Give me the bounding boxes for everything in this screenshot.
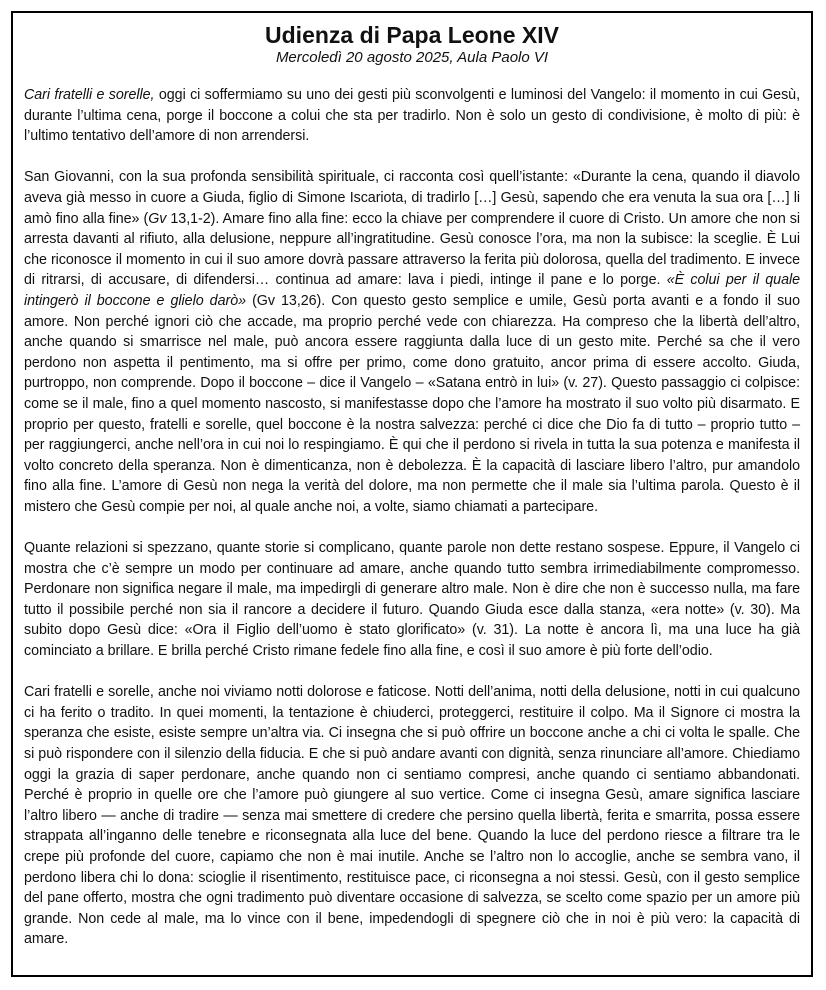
text-run: (Gv 13,26). Con questo gesto semplice e umile, Gesù porta avanti e a fondo il suo amore. Non perché ignori ciò che accade, ma proprio perché vede con chiarezza. Ha compreso che la libertà dell’altro, anche quando si smarrisce nel male, può ancora essere raggiunta dalla luce di un gesto mite. Perché sa che il vero perdono non aspetta il pentimento, ma si offre per primo, come dono gratuito, ancor prima di essere accolto. Giuda, purtroppo, non comprende. Dopo il boccone – dice il Vangelo – «Satana entrò in lui» (v. 27). Questo passaggio ci colpisce: come se il male, fino a quel momento nascosto, si manifestasse dopo che l’amore ha mostrato il suo volto più disarmato. E proprio per questo, fratelli e sorelle, quel boccone è la nostra salvezza: perché ci dice che Dio fa di tutto – proprio tutto – per raggiungerci, anche nell’ora in cui noi lo respingiamo. È qui che il perdono si rivela in tutta la sua potenza e manifesta il volto concreto della speranza. Non è dimenticanza, non è debolezza. È la capacità di lasciare libero l’altro, pur amandolo fino alla fine. L’amore di Gesù non nega la verità del dolore, ma non permette che il male sia l’ultima parola. Questo è il mistero che Gesù compie per noi, al quale anche noi, a volte, siamo chiamati a partecipare. (24, 292, 800, 515)
document-subtitle: Mercoledì 20 agosto 2025, Aula Paolo VI (275, 49, 549, 66)
paragraph (24, 85, 800, 147)
paragraph (24, 538, 800, 662)
paragraph (24, 167, 800, 517)
text-run: San Giovanni, con la sua profonda sensibilità spirituale, ci racconta così quell’istante: «Durante la cena, quando il diavolo aveva già messo in cuore a Giuda, figlio di Simone Iscariota, di tradirlo […] Gesù, sapendo che era venuta la sua ora […] li amò fino alla fine» ( (24, 169, 800, 227)
text-run: 13,1-2). Amare fino alla fine: ecco la chiave per comprendere il cuore di Cristo. Un amore che non si arresta davanti al rifiuto, alla delusione, neppure all’ingratitudine. Gesù conosce l’ora, ma non la subisce: la sceglie. È Lui che riconosce il momento in cui il suo amore dovrà passare attraverso la ferita più dolorosa, quella del tradimento. E invece di ritrarsi, di accusare, di difendersi… continua ad amare: lava i piedi, intinge il pane e lo porge. (24, 210, 800, 289)
italic-text-run: Gv (148, 210, 167, 227)
italic-text-run: «È colui per il quale intingerò il boccone e glielo darò» (24, 272, 800, 309)
document-frame (11, 11, 813, 977)
paragraph (24, 682, 800, 950)
text-run: Cari fratelli e sorelle, anche noi viviamo notti dolorose e faticose. Notti dell’anima, notti della delusione, notti in cui qualcuno ci ha ferito o tradito. In quei momenti, la tentazione è chiuderci, proteggerci, restituire il colpo. Ma il Signore ci mostra la speranza che esiste, esiste sempre un’altra via. Ci insegna che si può offrire un boccone anche a chi ci volta le spalle. Che si può rispondere con il silenzio della fiducia. E che si può andare avanti con dignità, senza rinunciare all’amore. Chiediamo oggi la grazia di saper perdonare, anche quando non ci sentiamo compresi, anche quando ci sentiamo abbandonati. Perché è proprio in quelle ore che l’amore può giungere al suo vertice. Come ci insegna Gesù, amare significa lasciare l’altro libero — anche di tradire — senza mai smettere di credere che persino quella libertà, ferita e smarrita, possa essere strappata all’inganno delle tenebre e riconsegnata alla luce del bene. Quando la luce del perdono riesce a filtrare tra le crepe più profonde del cuore, capiamo che non è mai inutile. Anche se l’altro non lo accoglie, anche se sembra vano, il perdono libera chi lo dona: scioglie il risentimento, restituisce pace, ci riconsegna a noi stessi. Gesù, con il gesto semplice del pane offerto, mostra che ogni tradimento può diventare occasione di salvezza, se scelto come spazio per un amore più grande. Non cede al male, ma lo vince con il bene, impedendogli di spegnere ciò che in noi è più vero: la capacità di amare. (24, 684, 800, 948)
text-run: Quante relazioni si spezzano, quante storie si complicano, quante parole non dette restano sospese. Eppure, il Vangelo ci mostra che c’è sempre un modo per continuare ad amare, anche quando tutto sembra irrimediabilmente compromesso. Perdonare non significa negare il male, ma impedirgli di generare altro male. Non è dire che non è successo nulla, ma fare tutto il possibile perché non sia il rancore a decidere il futuro. Quando Giuda esce dalla stanza, «era notte» (v. 30). Ma subito dopo Gesù dice: «Ora il Figlio dell’uomo è stato glorificato» (v. 31). La notte è ancora lì, ma una luce ha già cominciato a brillare. E brilla perché Cristo rimane fedele fino alla fine, e così il suo amore è più forte dell’odio. (24, 540, 800, 660)
document-body (24, 85, 800, 950)
italic-text-run: Cari fratelli e sorelle, (24, 87, 155, 103)
document-title: Udienza di Papa Leone XIV (265, 22, 559, 48)
text-run: oggi ci soffermiamo su uno dei gesti più sconvolgenti e luminosi del Vangelo: il momento in cui Gesù, durante l’ultima cena, porge il boccone a colui che sta per tradirlo. Non è solo un gesto di condivisione, è molto di più: è l’ultimo tentativo dell’amore di non arrendersi. (24, 87, 800, 145)
